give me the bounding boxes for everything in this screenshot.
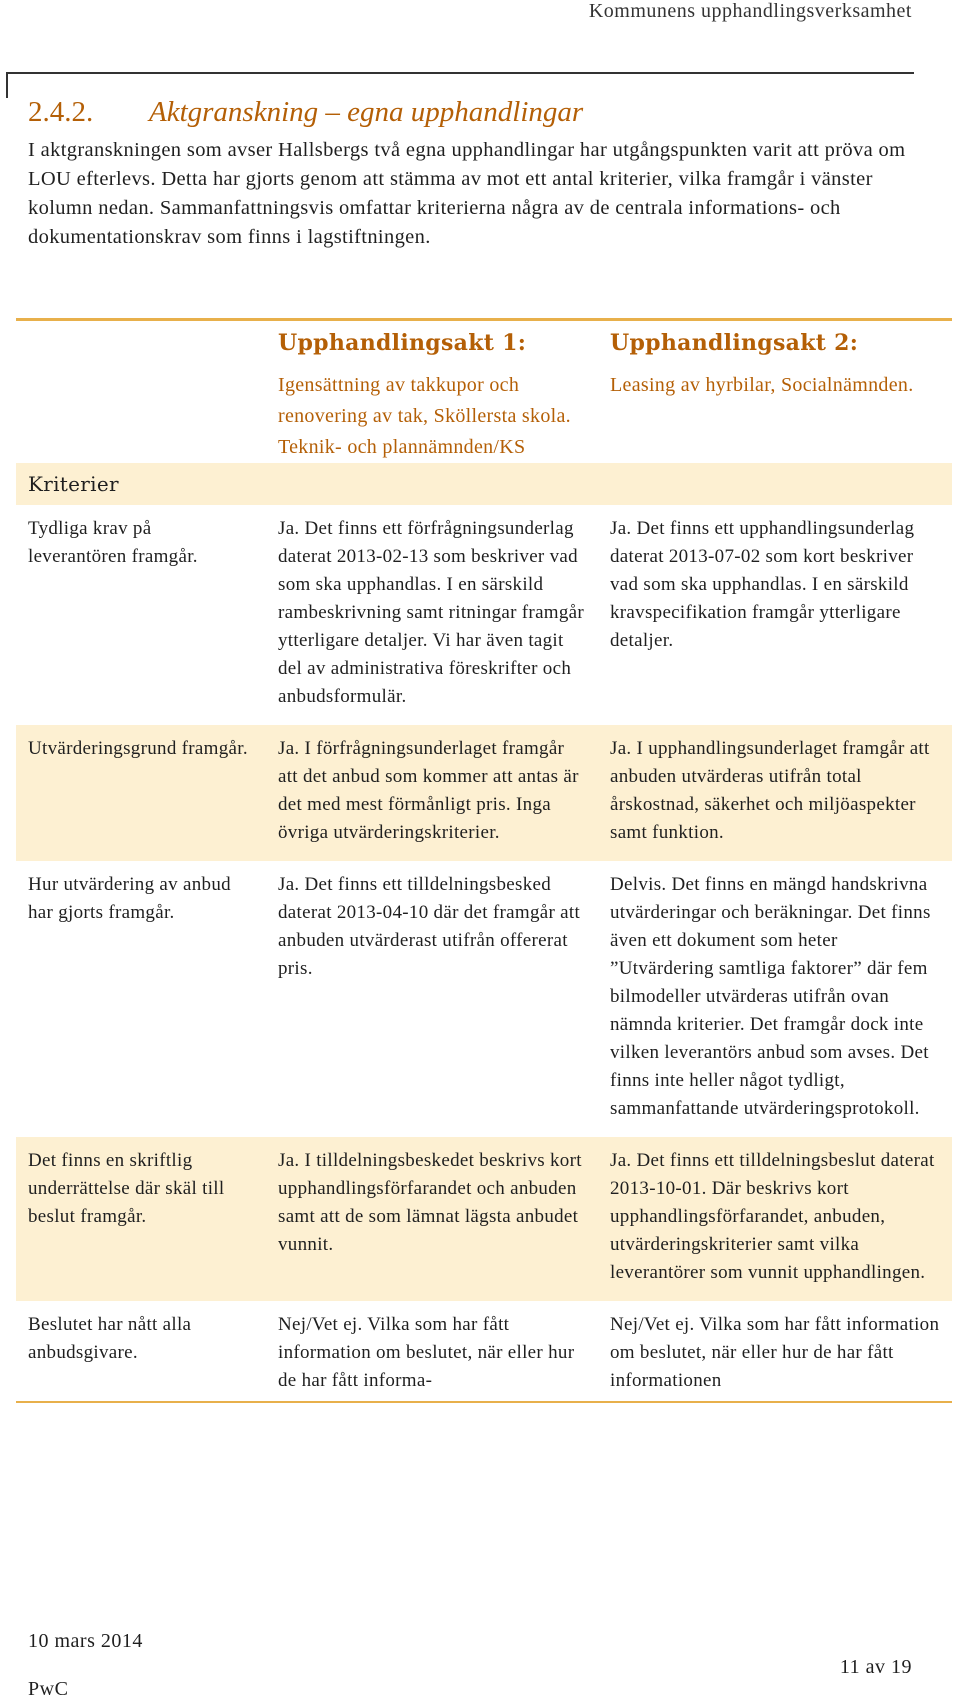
intro-paragraph: I aktgranskningen som avser Hallsbergs två egna upphandlingar har utgångspunkten varit att pröva om LOU efterlevs. Detta har gjorts genom att stämma av mot ett antal kriterier, vilka framgår i vänster kolumn nedan. Sammanfattningsvis omfattar kriterierna några av de centrala informations- och dokumentationskrav som finns i lagstiftningen.: [28, 139, 906, 248]
akt1-cell: Nej/Vet ej. Vilka som har fått information om beslutet, när eller hur de har fått informa-: [266, 1301, 598, 1402]
table-row: [16, 861, 952, 1137]
akt2-subtitle: Leasing av hyrbilar, Socialnämnden.: [610, 374, 914, 396]
akt1-cell: Ja. Det finns ett tilldelningsbesked daterat 2013-04-10 där det framgår att anbuden utvärderast utifrån offererat pris.: [278, 874, 581, 979]
section-title: Aktgranskning – egna upphandlingar: [149, 96, 584, 128]
criterion-cell: Hur utvärdering av anbud har gjorts framgår.: [28, 874, 231, 923]
criterion-cell: Utvärderingsgrund framgår.: [16, 725, 266, 861]
header-rule-tick: [6, 72, 8, 98]
akt2-cell: Nej/Vet ej. Vilka som har fått information om beslutet, när eller hur de har fått informationen: [598, 1301, 952, 1402]
akt2-cell: Ja. Det finns ett tilldelningsbeslut daterat 2013-10-01. Där beskrivs kort upphandlingsförfarandet, anbuden, utvärderingskriterier samt vilka leverantörer som vunnit upphandlingen.: [598, 1137, 952, 1301]
running-header: Kommunens upphandlingsverksamhet: [588, 0, 912, 22]
section-number: 2.4.2.: [28, 96, 94, 128]
footer-date: 10 mars 2014: [28, 1630, 143, 1652]
akt1-cell: Ja. Det finns ett förfrågningsunderlag daterat 2013-02-13 som beskriver vad som ska upphandlas. I en särskild rambeskrivning samt ritningar framgår ytterligare detaljer. Vi har även tagit del av administrativa föreskrifter och anbudsformulär.: [278, 518, 585, 707]
header-rule: [6, 72, 914, 74]
header-akt1-cell: [266, 320, 598, 464]
footer-brand: PwC: [28, 1678, 69, 1700]
criterion-cell: Tydliga krav på leverantören framgår.: [28, 518, 198, 567]
akt1-cell: Ja. I tilldelningsbeskedet beskrivs kort upphandlingsförfarandet och anbuden samt att de som lämnat lägsta anbudet vunnit.: [266, 1137, 598, 1301]
akt2-heading: Upphandlingsakt 2:: [610, 330, 859, 356]
criteria-row-blank: [266, 463, 598, 505]
akt2-cell: Delvis. Det finns en mängd handskrivna utvärderingar och beräkningar. Det finns även ett dokument som heter ”Utvärdering samtliga faktorer” där fem bilmodeller utvärderas utifrån ovan nämnda kriterier. Det framgår dock inte vilken leverantörs anbud som avses. Det finns inte heller något tydligt, sammanfattande utvärderingsprotokoll.: [610, 874, 931, 1119]
akt1-cell: Ja. I förfrågningsunderlaget framgår att det anbud som kommer att antas är det med mest förmånligt pris. Inga övriga utvärderingskriterier.: [266, 725, 598, 861]
criterion-cell: Det finns en skriftlig underrättelse där skäl till beslut framgår.: [16, 1137, 266, 1301]
table-row: [16, 725, 952, 861]
criteria-column-heading: Kriterier: [16, 463, 266, 505]
header-akt2-cell: [598, 320, 952, 464]
page-number: 11 av 19: [839, 1656, 912, 1678]
akt2-cell: Ja. I upphandlingsunderlaget framgår att anbuden utvärderas utifrån total årskostnad, säkerhet och miljöaspekter samt funktion.: [598, 725, 952, 861]
table-row: [16, 1301, 952, 1402]
criteria-table: [16, 318, 952, 1403]
criterion-cell: Beslutet har nått alla anbudsgivare.: [16, 1301, 266, 1402]
akt1-heading: Upphandlingsakt 1:: [278, 330, 527, 356]
section-heading: [28, 96, 583, 129]
akt1-subtitle: Igensättning av takkupor och renovering av tak, Sköllersta skola. Teknik- och plannämnden/KS: [278, 374, 571, 458]
akt2-cell: Ja. Det finns ett upphandlingsunderlag daterat 2013-07-02 som kort beskriver vad som ska upphandlas. I en särskild kravspecifikation framgår ytterligare detaljer.: [610, 518, 915, 651]
table-header-row: [16, 320, 952, 464]
criteria-label-row: [16, 463, 952, 505]
criteria-row-blank: [598, 463, 952, 505]
header-empty-cell: [16, 320, 266, 464]
table-row: [16, 505, 952, 725]
table-row: [16, 1137, 952, 1301]
